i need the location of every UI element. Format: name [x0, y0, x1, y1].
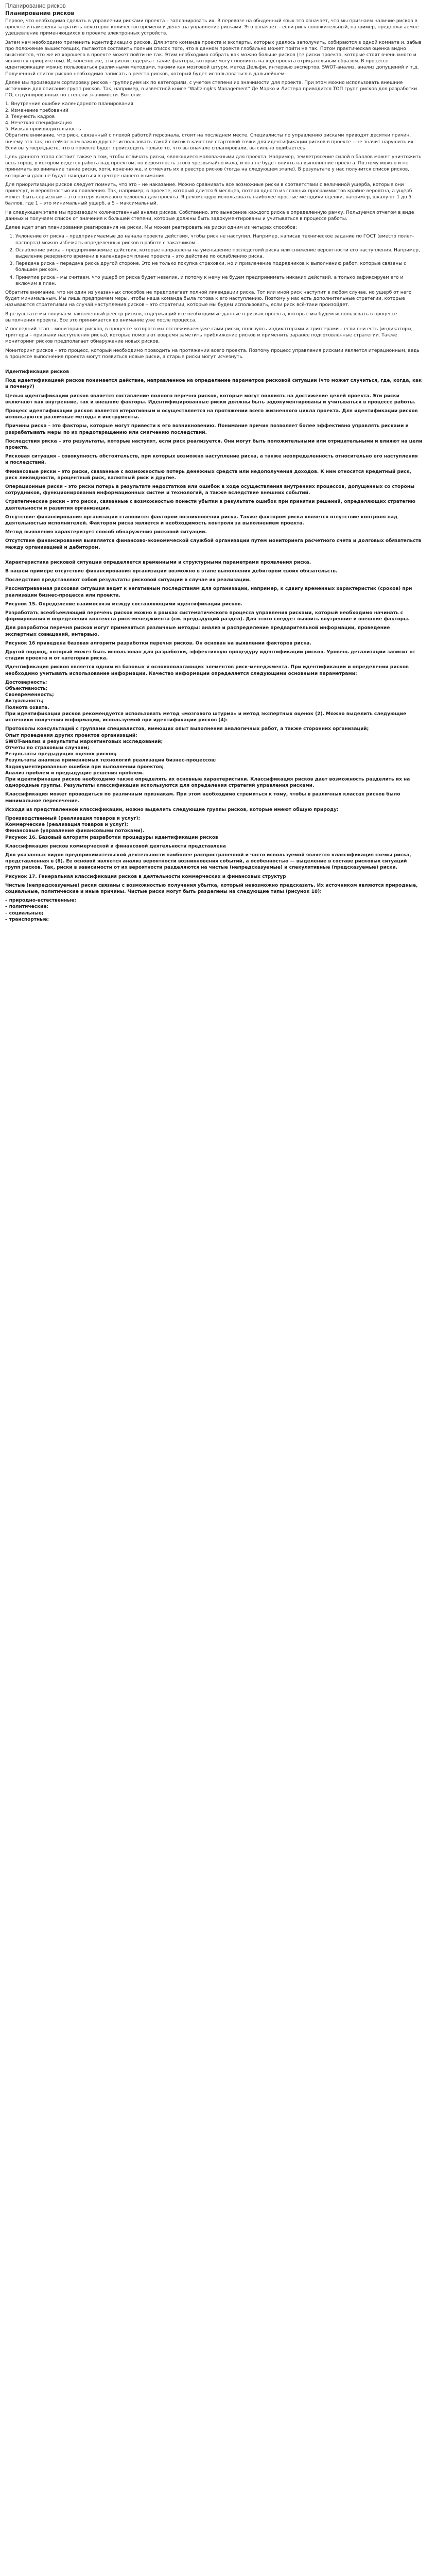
section-general-classification [5, 835, 423, 895]
bold-paragraph: Рисковая ситуация – совокупность обстоятельств, при которых возможно наступление риска, а также неопределенность относительно его наступления и последствий. [5, 454, 418, 466]
list-item: 1. Внутренние ошибки календарного планирования [5, 101, 133, 107]
section-situation [5, 560, 423, 677]
list-item: Производственный (реализация товаров и услуг); [5, 816, 141, 821]
bold-paragraph: Финансовые риски – это риски, связанные с возможностью потерь денежных средств или недополучения доходов. К ним относятся кредитный риск, риск ликвидности, процентный риск, валютный риск и другие. [5, 469, 412, 481]
list-item: Объективность; [5, 686, 48, 692]
list-item: 1. Уклонение от риска – предпринимаемые до начала проекта действия, чтобы риск не наступил. Например, написав техническое задание по ГОСТ (вместо полет-паспорта) можно избежать определенных рисков в работе с заказчиком. [15, 233, 423, 246]
bold-paragraph: Операционные риски – это риски потерь в результате недостатков или ошибок в ходе осуществления внутренних процессов, допущенных со стороны сотрудников, функционирования информационных систем и технологий, а также вследствие внешних событий. [5, 484, 415, 496]
list-item: 3. Передача риска – передача риска другой стороне. Это не только покупка страховки, но и привлечение подрядчиков к выполнению работ, которые связаны с большим риском. [15, 261, 423, 273]
section-monitoring [5, 290, 423, 360]
list-item: – политические; [5, 904, 49, 910]
paragraph: Цель данного этапа состоит также в том, чтобы отличать риски, являющиеся маловажными для проекта. Например, землетрясение силой в баллов может уничтожить весь город, в котором ведется работа над проектом, но вероятность этого чрезвычайно мала, и она не будет влиять на выполнение проекта. Поэтому можно и не принимать во внимание такие риски, хотя, конечно же, и отмечать их в реестре рисков (тогда на следующем этапе). В результате у нас получится список рисков, которые и дальше будут находиться в центре нашего внимания. [5, 155, 422, 179]
section-sources-intro [5, 711, 423, 723]
bold-paragraph: Характеристика рисковой ситуации определяется временными и структурными параметрами проявления риска. [5, 560, 311, 565]
section-classification [5, 776, 423, 813]
bold-paragraph: Рисунок 17. Генеральная классификация рисков в деятельности коммерческих и финансовых структур [5, 874, 286, 879]
list-item: Результаты анализа применяемых технологий реализации бизнес-процессов; [5, 758, 216, 764]
bold-paragraph: Разработать всеобъемлющий перечень рисков можно в рамках систематического процесса управления рисками, который необходимо начинать с формирования и определения контекста риск-менеджмента (см. предыдущий раздел). Для этого следует выявить внутренние и внешние факторы. [5, 611, 410, 622]
bold-paragraph: При идентификации рисков рекомендуется использовать метод «мозгового штурма» и метод экспертных оценок (2). Можно выделить следующие источники получения информации, используемой при идентификации рисков (4): [5, 711, 407, 723]
top-risks-list [5, 101, 423, 132]
paragraph: Затем нам необходимо применить идентификацию рисков. Для этого команда проекта и эксперты, которых удалось заполучить, собираются в одной комнате и, забыв про положение вышестоящих, пытаются составить полный список того, что в данном проекте глобально может пойти не так. Потом практическая оценка видно выясняется, что же из хорошего в проекте может пойти не так. Этим необходимо собрать как можно больше рисков (те риски проекта, которые стоят очень много и являются приоритетом). И, конечно же, эти риски содержат такие факторы, которые могут повлиять на ход проекта отрицательным образом. В процессе идентификации можно пользоваться различными методами, такими как мозговой штурм, метод Дельфи, интервью экспертов, SWOT-анализ, анализ допущений и т.д. Полученный список рисков необходимо записать в реестр рисков, который будет использоваться в дальнейшем. [5, 40, 422, 77]
bold-paragraph: Причины риска – это факторы, которые могут привести к его возникновению. Понимание причин позволяет более эффективно управлять рисками и разрабатывать меры по их предотвращению или смягчению последствий. [5, 423, 409, 435]
bold-paragraph: Процесс идентификации рисков является итеративным и осуществляется на протяжении всего жизненного цикла проекта. Для идентификации рисков используются различные методы и инструменты. [5, 408, 418, 420]
list-item: Опыт проведения других проектов организаций; [5, 733, 137, 738]
bold-paragraph: Для разработки перечня рисков могут применяться различные методы: анализ и распределение предварительной информации, проведение экспертных совещаний, интервью. [5, 625, 390, 637]
risk-groups-list [5, 816, 423, 835]
bold-paragraph: Идентификация рисков [5, 369, 69, 375]
list-item: 2. Ослабление риска – предпринимаемые действия, которые направлены на уменьшение последствий риска или снижение вероятности его наступления. Например, выделение резервного времени в календарном плане проекта – это действие по ослаблению риска. [15, 247, 423, 260]
section-identification [5, 369, 423, 551]
bold-paragraph: В нашем примере отсутствие финансирования организации возможно в этапе выполнения дебитором своих обязательств. [5, 569, 338, 574]
list-item: 5. Низкая производительность [5, 127, 81, 132]
risk-response-list [5, 233, 423, 287]
paragraph: В результате мы получаем законченный реестр рисков, содержащий все необходимые данные о рисках проекта, которые мы будем использовать в процессе выполнения проекта. Все это принимается во внимание уже после процесса. [5, 311, 397, 323]
section-analysis [5, 132, 423, 231]
document [0, 0, 427, 927]
article-heading: Планирование рисков [5, 10, 75, 16]
bold-paragraph: Последствия риска – это результаты, которые наступят, если риск реализуется. Они могут быть положительными или отрицательными и влияют на цели проекта. [5, 438, 423, 450]
list-item: 4. Нечеткая спецификация [5, 121, 72, 126]
page-title: Планирование рисков [5, 3, 66, 9]
bold-paragraph: Рисунок 16 приведена базовая алгоритм разработки перечня рисков. Он основан на выявлении факторов риска. [5, 640, 311, 646]
bold-paragraph: Под идентификацией рисков понимается действие, направленное на определение параметров рисковой ситуации (что может случиться, где, когда, как и почему?) [5, 378, 422, 390]
list-item: Результаты предыдущих оценок рисков; [5, 752, 117, 757]
list-item: 3. Текучесть кадров [5, 114, 55, 120]
bold-paragraph: Другой подход, который может быть использован для разработки, эффективную процедуру идентификации рисков. Уровень детализации зависит от стадии проекта и от категории риска. [5, 650, 415, 662]
paragraph: Для приоритизации рисков следует помнить, что это – не наказание. Можно сравнивать все возможные риски в соответствии с величиной ущерба, которые они принесут, и вероятностью их появления. Так, например, в проекте, который длится 6 месяцев, потеря одного из главных программистов крайне вероятна, а ущерб может быть серьезным – это потеря ключевого человека для проекта. Я рекомендую использовать наиболее простые методики оценки, например, шкалу от 1 до 5 баллов, где 1 – это минимальный ущерб, а 5 – максимальный. [5, 182, 412, 207]
bold-paragraph: Рисунок 16. Базовый алгоритм разработки процедуры идентификации рисков [5, 835, 218, 840]
paragraph: Далее мы производим сортировку рисков - группируем их по категориям, с учетом степени их значимости для проекта. При этом можно использовать внешние источники для описания групп рисков. Так, например, в известной книге "Waltzingk's Management" Де Марко и Листера приводится ТОП групп рисков для разработки ПО, сгруппированных по степени значимости. Вот они: [5, 80, 417, 98]
bold-paragraph: Отсутствие финансирования организации становится фактором возникновения риска. Также фактором риска является отсутствие контроля над деятельностью исполнителей. Фактором риска является и необходимость контроля за выполнением проекта. [5, 514, 398, 527]
list-item: Актуальность; [5, 699, 44, 704]
bold-paragraph: Рассматриваемая рисковая ситуация ведет к негативным последствиям для организации, например, к сдвигу временных характеристик (сроков) при реализации бизнес-процесса или проекта. [5, 586, 412, 598]
bold-paragraph: Для указанных видов предпринимательской деятельности наиболее распространенной и часто используемой является классификация схемы риска, представленная в (8). Ее основой является анализ вероятности возникновения событий, а особенностью — выделение в составе рисковых ситуаций групп рисков. Так, риски в зависимости от их вероятности разделяются на чистые (непредсказуемые) и спекулятивные (предсказуемые) риски. [5, 852, 411, 871]
paragraph: Обратите внимание, что ни один из указанных способов не предполагает полной ликвидации риска. Тот или иной риск наступит в любом случае, но ущерб от него будет минимальным. Мы лишь предпримем меры, чтобы наша команда была готова к его наступлению. Поэтому у нас есть дополнительные стратегии, которые называются стратегиями на случай наступления рисков – это стратегии, которые мы будем использовать, если риск всё-таки произойдет. [5, 290, 412, 308]
paragraph: Далее идет этап планирования реагирования на риски. Мы можем реагировать на риски одним из четырех способов: [5, 225, 297, 231]
pure-risks-list [5, 897, 423, 923]
list-item: Полнота охвата. [5, 705, 49, 710]
bold-paragraph: Последствия представляют собой результаты рисковой ситуации в случае их реализации. [5, 578, 251, 583]
list-item: Протоколы консультаций с группами специалистов, имеющих опыт выполнения аналогичных работ, а также сторонних организаций; [5, 726, 369, 732]
bold-paragraph: Метод выявления характеризует способ обнаружения рисковой ситуации. [5, 530, 207, 535]
bold-paragraph: Отсутствие финансирования выявляется финансово-экономической службой организации путем мониторинга расчетного счета и долговых обязательств между организацией и дебитором. [5, 538, 422, 550]
paragraph: Первое, что необходимо сделать в управлении рисками проекта – запланировать их. В перевозе на обыденный язык это означает, что мы признаем наличие рисков в проекте и намерены затратить некоторое количество времени и денег на управление рисками. Это означает – если риск положительный, например, предполагаемое удешевление применяющихся в проекте электронных устройств. [5, 19, 419, 37]
bold-paragraph: Чистые (непредсказуемые) риски связаны с возможностью получения убытка, который невозможно предсказать. Их источником являются природные, социальные, политические и иные причины. Чистые риски могут быть разделены на следующие типы (рисунок 18): [5, 883, 418, 894]
list-item: Финансовые (управление финансовыми потоками). [5, 828, 145, 834]
bold-paragraph: Рисунок 15. Определение взаимосвязи между составляющими идентификации рисков. [5, 601, 242, 607]
list-item: Анализ проблем и предыдущие решения проблем. [5, 770, 144, 776]
paragraph: И последний этап – мониторинг рисков, в процессе которого мы отслеживаем уже сами риски, пользуясь индикаторами и триггерами – если они есть (индикаторы, триггеры – признаки наступления риска), которые помогают вовремя заметить приближение рисков и применить заранее подготовленные стратегии. Также мониторинг рисков предполагает обнаружение новых рисков. [5, 326, 413, 345]
paragraph: Обратите внимание, что риск, связанный с плохой работой персонала, стоит на последнем месте. Специалисты по управлению рисками приводят десятки причин, почему это так, но сейчас нам важно другое: использовать такой список в качестве стартовой точки для идентификации рисков в проекте – не значит нарушить их. Если вы утверждаете, что в проекте будет происходить только то, что вы вначале спланировали, вы сильно ошибаетесь. [5, 133, 415, 151]
sources-list [5, 726, 423, 776]
paragraph: На следующем этапе мы производим количественный анализ рисков. Собственно, это вынесение каждого риска в определенную рамку. Пользуемся отчетом в виде данных и получаем список от значения к большей степени, которые должны быть задокументированы и учитываться в процессе работы. [5, 210, 414, 222]
list-item: Коммерческие (реализация товаров и услуг); [5, 822, 129, 828]
bold-paragraph: Классификация может проводиться по различным признакам. При этом необходимо стремиться к тому, чтобы в различных классах рисков было минимальное пересечение. [5, 792, 400, 804]
section-intro [5, 18, 423, 98]
list-item: Задокументированные ошибки при выполнении проектов; [5, 764, 164, 770]
list-item: – природно-естественные; [5, 898, 77, 904]
bold-paragraph: Стратегические риски – это риски, связанные с возможностью понести убытки в результате ошибок при принятии решений, определяющих стратегию деятельности и развития организации. [5, 499, 416, 511]
list-item: Отчеты по страховым случаям; [5, 745, 90, 751]
list-item: SWOT-анализ и результаты маркетинговых исследований; [5, 739, 163, 744]
list-item: Своевременность; [5, 692, 54, 698]
list-item: Достоверность; [5, 680, 47, 685]
bold-paragraph: Целью идентификации рисков является составление полного перечня рисков, которые могут повлиять на достижение целей проекта. Эти риски включают как внутренние, так и внешние факторы. Идентифицированные риски должны быть задокументированы и учитываться в процессе работы. [5, 393, 416, 405]
bold-paragraph: Исходя из представленной классификации, можно выделить следующие группы рисков, которые имеют общую природу: [5, 807, 339, 812]
bold-paragraph: При идентификации рисков необходимо также определять их основные характеристики. Классификация рисков дает возможность разделить их на однородные группы. Результаты классификации используются для определения стратегий управления рисками. [5, 776, 410, 789]
list-item: – социальные; [5, 910, 44, 916]
list-item: 4. Принятие риска – мы считаем, что ущерб от риска будет невелик, и потому к нему не будем предпринимать никаких действий, а только зафиксируем его и включим в план. [15, 275, 423, 287]
bold-paragraph: Идентификация рисков является одним из базовых и основополагающих элементов риск-менеджмента. При идентификации и определении рисков необходимо учитывать использование информации. Качество информации определяется следующими основными параметрами: [5, 665, 409, 676]
quality-params-list [5, 680, 423, 711]
list-item: 2. Изменение требований [5, 108, 68, 113]
paragraph: Мониторинг рисков – это процесс, который необходимо проводить на протяжении всего проекта. Поэтому процесс управления рисками является итерационным, ведь в процессе выполнения проекта могут появиться новые риски, а старые риски могут исчезнуть. [5, 348, 420, 360]
bold-paragraph: Классификация рисков коммерческой и финансовой деятельности представлена [5, 843, 226, 849]
list-item: – транспортные; [5, 917, 49, 922]
